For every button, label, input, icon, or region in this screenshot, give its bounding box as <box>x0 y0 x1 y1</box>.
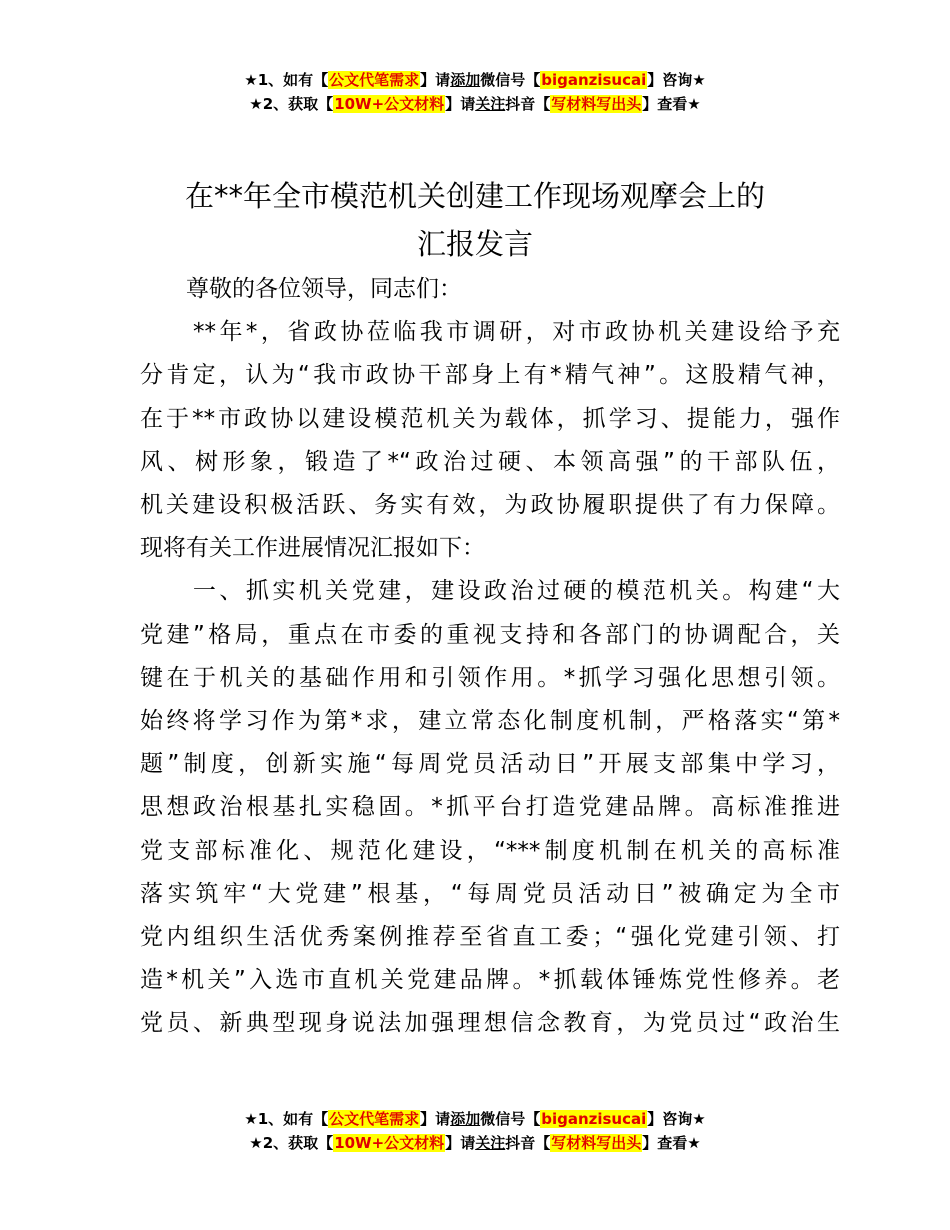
promo-text: 微信号【 <box>480 71 541 89</box>
body-line: 党支部标准化、规范化建设，“***制度机制在机关的高标准 <box>140 837 840 864</box>
promo-underlined-text: 关注 <box>475 1134 506 1152</box>
body-line: 机关建设积极活跃、务实有效，为政协履职提供了有力保障。 <box>140 492 840 519</box>
promo-text: 】请 <box>445 95 476 113</box>
body-line: 造*机关”入选市直机关党建品牌。*抓载体锤炼党性修养。老 <box>140 967 840 994</box>
promo-text: 微信号【 <box>480 1110 541 1128</box>
promo-highlight: biganzisucai <box>541 1110 647 1128</box>
body-line: 一、抓实机关党建，建设政治过硬的模范机关。构建“大 <box>140 578 840 605</box>
promo-text: ★1、如有【 <box>244 1110 329 1128</box>
promo-underlined-text: 添加 <box>450 71 481 89</box>
promo-line-2 <box>0 92 950 116</box>
promo-text: ★1、如有【 <box>244 71 329 89</box>
document-body <box>140 268 840 1046</box>
body-line: 题”制度，创新实施“每周党员活动日”开展支部集中学习， <box>140 751 840 778</box>
promo-banner-bottom <box>0 1107 950 1155</box>
promo-highlight: 公文代笔需求 <box>329 71 420 89</box>
promo-text: 抖音【 <box>505 1134 551 1152</box>
promo-line-2 <box>0 1131 950 1155</box>
body-line: 尊敬的各位领导，同志们： <box>140 276 462 302</box>
body-line: 现将有关工作进展情况汇报如下： <box>140 535 485 562</box>
promo-highlight: 公文代笔需求 <box>329 1110 420 1128</box>
promo-highlight: 写材料写出头 <box>551 95 642 113</box>
promo-highlight: 10W+公文材料 <box>334 1134 445 1152</box>
promo-text: 】请 <box>420 71 451 89</box>
body-line: 始终将学习作为第*求，建立常态化制度机制，严格落实“第* <box>140 708 840 735</box>
body-line: 键在于机关的基础作用和引领作用。*抓学习强化思想引领。 <box>140 664 840 691</box>
promo-text: 】咨询★ <box>647 1110 706 1128</box>
body-line: **年*，省政协莅临我市调研，对市政协机关建设给予充 <box>140 319 840 346</box>
document-title <box>100 172 850 268</box>
body-line: 党内组织生活优秀案例推荐至省直工委；“强化党建引领、打 <box>140 924 840 951</box>
promo-text: 】咨询★ <box>647 71 706 89</box>
promo-text: ★2、获取【 <box>249 95 334 113</box>
body-line: 党建”格局，重点在市委的重视支持和各部门的协调配合，关 <box>140 621 840 648</box>
promo-line-1 <box>0 1107 950 1131</box>
body-line: 思想政治根基扎实稳固。*抓平台打造党建品牌。高标准推进 <box>140 794 840 821</box>
title-line: 汇报发言 <box>416 227 533 261</box>
body-line: 落实筑牢“大党建”根基，“每周党员活动日”被确定为全市 <box>140 880 840 907</box>
body-line: 分肯定，认为“我市政协干部身上有*精气神”。这股精气神， <box>140 362 840 389</box>
promo-highlight: 10W+公文材料 <box>334 95 445 113</box>
promo-underlined-text: 添加 <box>450 1110 481 1128</box>
promo-highlight: biganzisucai <box>541 71 647 89</box>
promo-text: 】查看★ <box>642 1134 701 1152</box>
promo-line-1 <box>0 68 950 92</box>
title-line: 在**年全市模范机关创建工作现场观摩会上的 <box>184 179 765 213</box>
body-line: 党员、新典型现身说法加强理想信念教育，为党员过“政治生 <box>140 1010 840 1037</box>
promo-text: 】请 <box>445 1134 476 1152</box>
body-line: 风、树形象，锻造了*“政治过硬、本领高强”的干部队伍， <box>140 448 840 475</box>
promo-banner-top <box>0 68 950 116</box>
promo-text: 】查看★ <box>642 95 701 113</box>
body-line: 在于**市政协以建设模范机关为载体，抓学习、提能力，强作 <box>140 405 840 432</box>
promo-text: 抖音【 <box>505 95 551 113</box>
promo-underlined-text: 关注 <box>475 95 506 113</box>
promo-text: 】请 <box>420 1110 451 1128</box>
promo-highlight: 写材料写出头 <box>551 1134 642 1152</box>
promo-text: ★2、获取【 <box>249 1134 334 1152</box>
